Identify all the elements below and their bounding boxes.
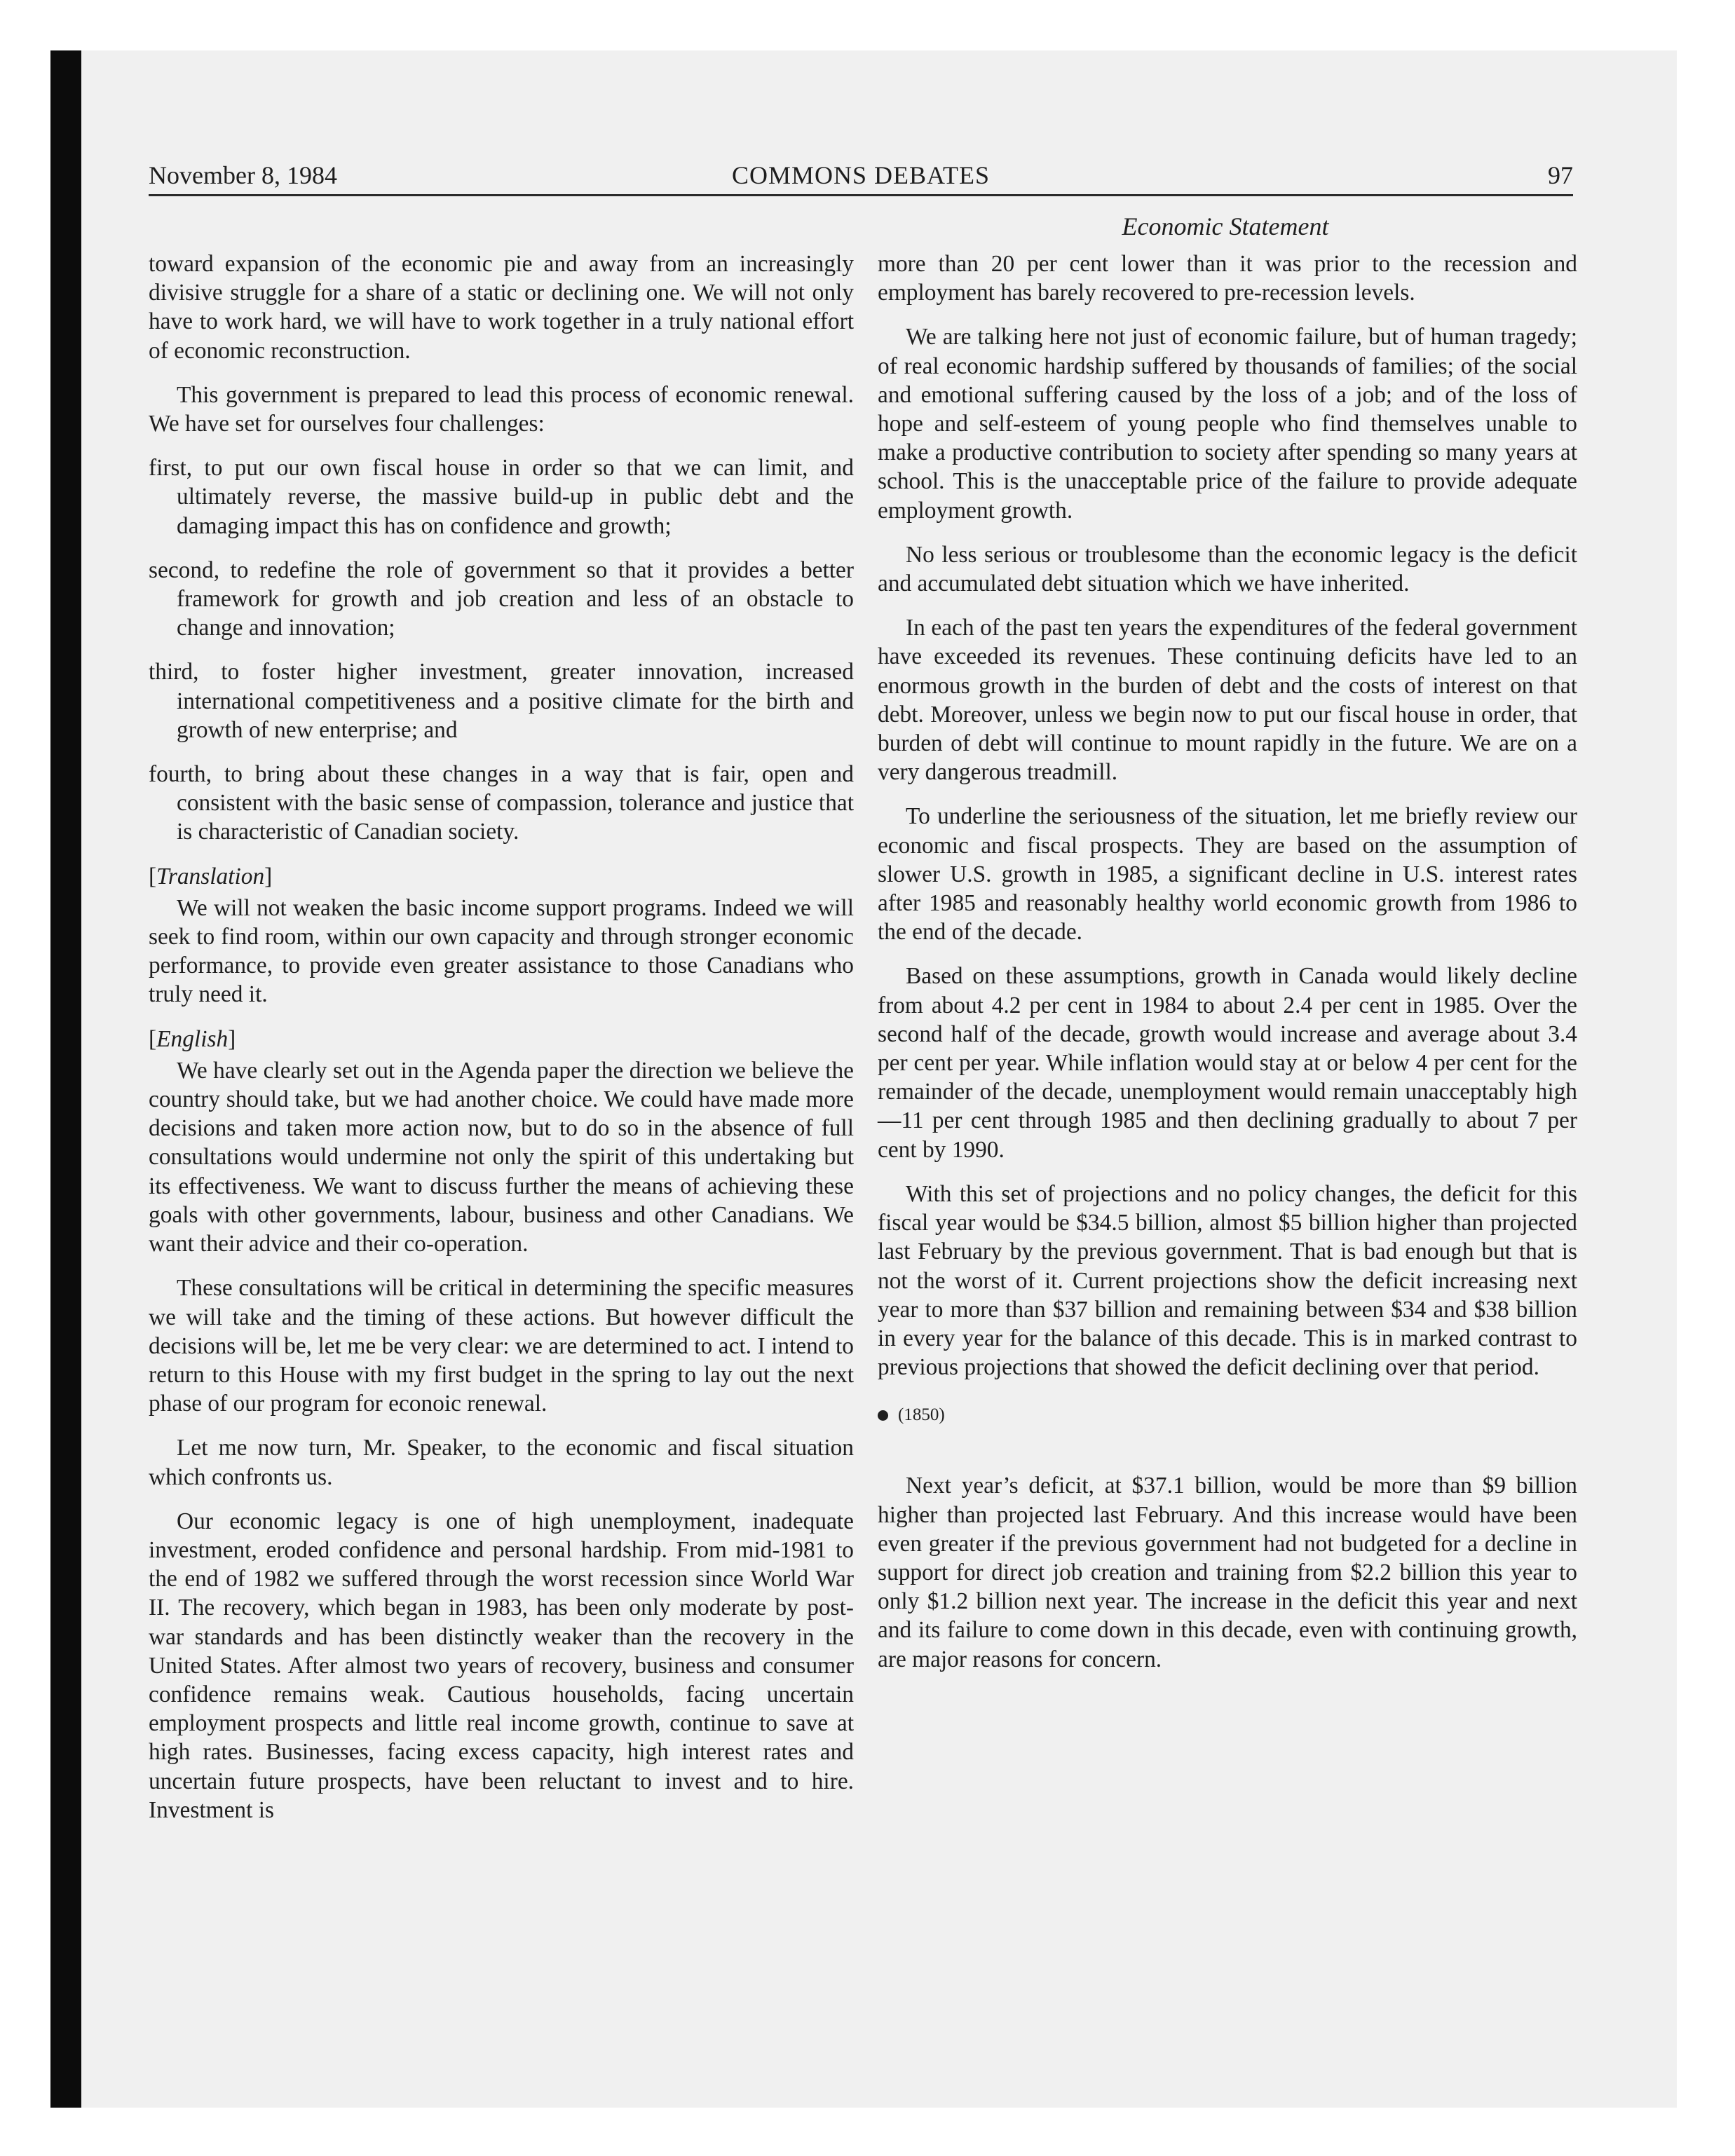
paragraph: In each of the past ten years the expenditures of the federal government have exceeded its revenues. These continuing deficits have led to an enormous growth in the burden of debt and the costs of interest on that debt. Moreover, unless we begin now to put our fiscal house in order, that burden of debt will continue to mount rapidly in the future. We are on a very dangerous treadmill. [878,615,1577,786]
paragraph: Our economic legacy is one of high unemployment, inadequate investment, eroded confidence and personal hardship. From mid-1981 to the end of 1982 we suffered through the worst recession since World War II. The recovery, which began in 1983, has been only moderate by post-war standards and has been distinctly weaker than the recovery in the United States. After almost two years of recovery, business and consumer confidence remains weak. Cautious households, facing uncertain employment prospects and little real income growth, continue to save at high rates. Businesses, facing excess capacity, high interest rates and uncertain future prospects, have been reluctant to invest and to hire. Investment is [149,1508,854,1823]
language-marker-english: [English] [149,1025,236,1052]
paragraph: No less serious or troublesome than the economic legacy is the deficit and accumulated debt situation which we have inherited. [878,541,1577,597]
header-page-number: 97 [1548,161,1573,189]
paragraph: To underline the seriousness of the situation, let me briefly review our economic and fiscal prospects. They are based on the assumption of slower U.S. growth in 1985, a significant decline in U.S. interest rates after 1985 and reasonably healthy world economic growth from 1986 to the end of the decade. [878,803,1577,946]
language-marker-text: English [156,1025,229,1052]
paragraph: more than 20 per cent lower than it was prior to the recession and employment has barely recovered to pre-recession levels. [878,251,1577,306]
paragraph: With this set of projections and no policy changes, the deficit for this fiscal year would be $34.5 billion, almost $5 billion higher than projected last February by the previous government. That is bad enough but that is not the worst of it. Current projections show the deficit increasing next year to more than $37 billion and remaining between $34 and $38 billion in every year for the balance of this decade. This is in marked contrast to previous projections that showed the deficit declining over that period. [878,1180,1577,1381]
header-rule [149,194,1573,196]
paragraph: Based on these assumptions, growth in Canada would likely decline from about 4.2 per cent in 1984 to about 2.4 per cent in 1985. Over the second half of the decade, growth would increase and average about 3.4 per cent per year. While inflation would stay at or below 4 per cent for the remainder of the decade, unemployment would remain unacceptably high—11 per cent through 1985 and then declining gradually to about 7 per cent by 1990. [878,963,1577,1163]
challenge-item-second: second, to redefine the role of government so that it provides a better framework for growth and job creation and less of an obstacle to change and innovation; [149,557,854,641]
language-marker-text: Translation [156,863,265,889]
paragraph: This government is prepared to lead this process of economic renewal. We have set for ourselves four challenges: [149,381,854,437]
page-header [149,158,1573,192]
paragraph: We will not weaken the basic income support programs. Indeed we will seek to find room, within our own capacity and through stronger economic performance, to provide even greater assistance to those Canadians who truly need it. [149,894,854,1008]
bullet-icon [878,1410,888,1421]
paragraph: These consultations will be critical in determining the specific measures we will take and the timing of these actions. But however difficult the decisions will be, let me be very clear: we are determined to act. I intend to return to this House with my first budget in the spring to lay out the next phase of our program for econoic renewal. [149,1275,854,1417]
left-column [149,250,854,1840]
paragraph: We are talking here not just of economic failure, but of human tragedy; of real economic hardship suffered by thousands of families; of the social and emotional suffering caused by the loss of a job; and of the loss of hope and self-esteem of young people who find themselves unable to make a productive contribution to society after spending so many years at school. This is the unacceptable price of the failure to provide adequate employment growth. [878,324,1577,524]
challenge-item-first: first, to put our own fiscal house in order so that we can limit, and ultimately reverse, the massive build-up in public debt and the damaging impact this has on confidence and growth; [149,455,854,539]
right-column [878,250,1577,1689]
challenge-item-fourth: fourth, to bring about these changes in a way that is fair, open and consistent with the basic sense of compassion, tolerance and justice that is characteristic of Canadian society. [149,761,854,845]
scan-edge-shadow [50,50,81,2108]
paragraph: We have clearly set out in the Agenda paper the direction we believe the country should take, but we had another choice. We could have made more decisions and taken more action now, but to do so in the absence of full consultations would undermine not only the spirit of this undertaking but its effectiveness. We want to discuss further the means of achieving these goals with other governments, labour, business and other Canadians. We want their advice and their co-operation. [149,1057,854,1257]
paragraph: Let me now turn, Mr. Speaker, to the economic and fiscal situation which confronts us. [149,1435,854,1490]
language-marker-translation: [Translation] [149,863,273,889]
header-title: COMMONS DEBATES [731,161,991,189]
time-marker-text: (1850) [898,1405,945,1425]
header-date: November 8, 1984 [149,161,337,189]
paragraph: Next year’s deficit, at $37.1 billion, would be more than $9 billion higher than projected last February. And this increase would have been even greater if the previous government had not budgeted for a decline in support for direct job creation and training from $2.2 billion this year to only $1.2 billion next year. The increase in the deficit this year and next and its failure to come down in this decade, even with continuing growth, are major reasons for concern. [878,1473,1577,1672]
section-title: Economic Statement [1122,212,1329,240]
challenge-item-third: third, to foster higher investment, greater innovation, increased international competitiveness and a positive climate for the birth and growth of new enterprise; and [149,659,854,743]
paragraph: toward expansion of the economic pie and away from an increasingly divisive struggle for a share of a static or declining one. We will not only have to work hard, we will have to work together in a truly national effort of economic reconstruction. [149,251,854,364]
time-marker [878,1403,1577,1428]
